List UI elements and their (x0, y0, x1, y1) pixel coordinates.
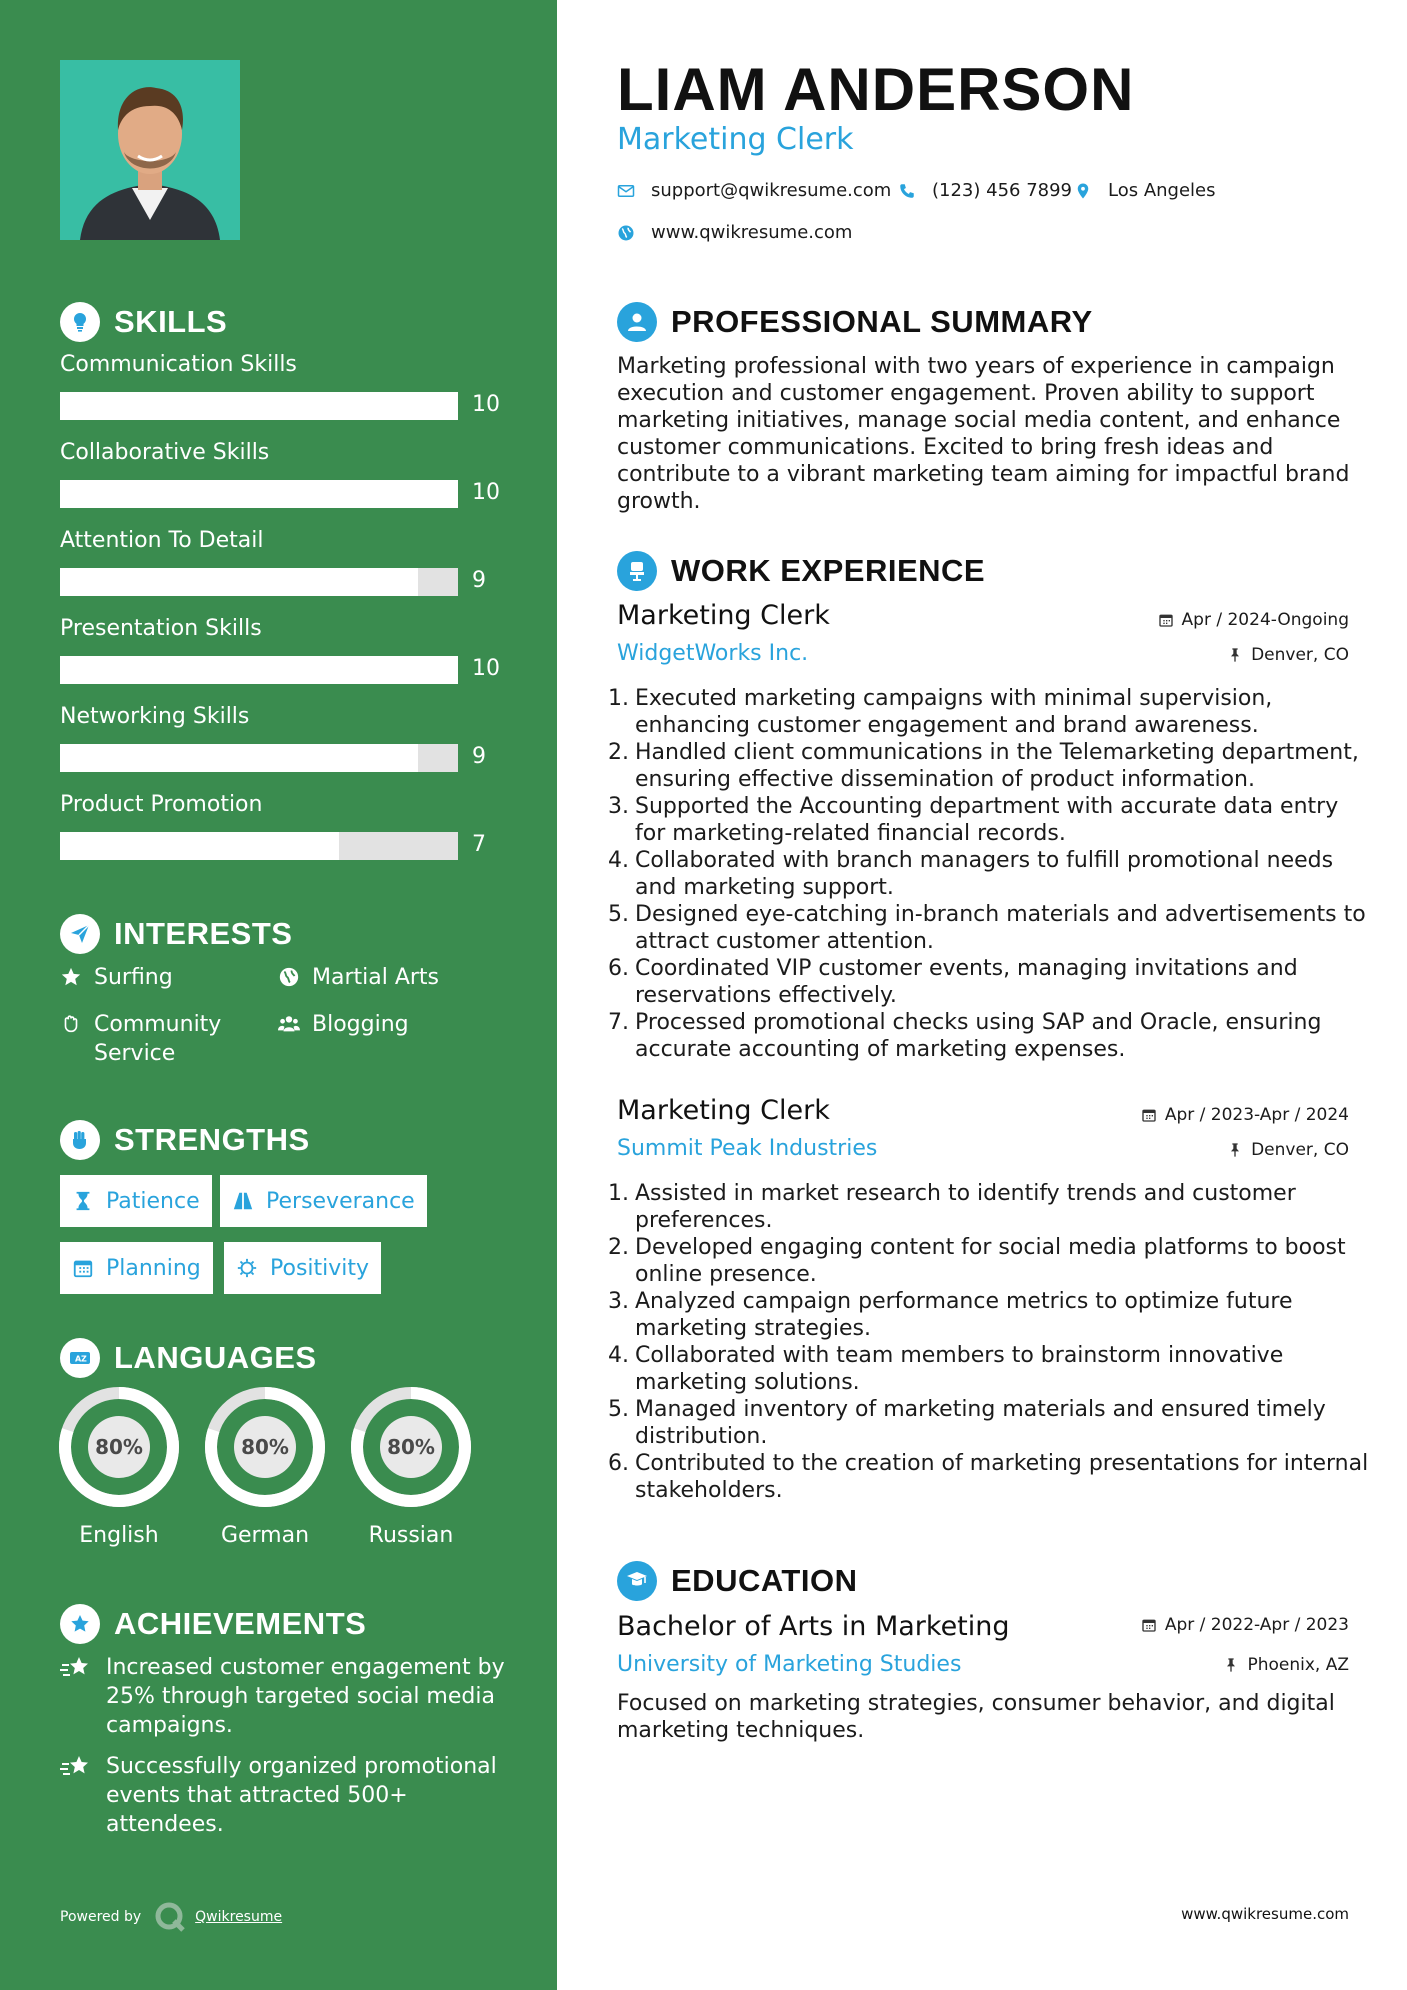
sun-icon (236, 1257, 258, 1279)
job-location (1227, 645, 1349, 665)
duty-item: 3. Analyzed campaign performance metrics to optimize future marketing strategies. (608, 1288, 1370, 1342)
skill-bar-fill (60, 392, 458, 420)
skill-bar-fill (60, 656, 458, 684)
language-item (57, 1385, 181, 1548)
phone-text: (123) 456 7899 (932, 180, 1073, 201)
briefcase-chair-icon (617, 551, 657, 591)
duty-text: Assisted in market research to identify trends and customer preferences. (635, 1181, 1296, 1233)
skill-bar (60, 744, 458, 772)
svg-text:Z: Z (81, 1354, 88, 1364)
duty-text: Handled client communications in the Telemarketing department, ensuring effective dissemination of product information. (635, 740, 1359, 792)
summary-heading-text: PROFESSIONAL SUMMARY (671, 304, 1093, 339)
duty-text: Managed inventory of marketing materials and ensured timely distribution. (635, 1397, 1326, 1449)
pushpin-icon (1227, 1142, 1243, 1158)
language-ring (349, 1385, 473, 1509)
duty-item: 1. Assisted in market research to identify trends and customer preferences. (608, 1180, 1370, 1234)
interest-label: Blogging (312, 1012, 409, 1037)
achievement-item (60, 1653, 510, 1740)
strength-label: Perseverance (266, 1188, 415, 1214)
calendar-icon (1141, 1107, 1157, 1123)
star-icon (60, 966, 82, 988)
job-company: Summit Peak Industries (617, 1136, 878, 1161)
lightbulb-icon (60, 302, 100, 342)
envelope-icon (617, 182, 635, 200)
summary-heading (617, 302, 1093, 342)
language-ring (57, 1385, 181, 1509)
contact-website[interactable] (617, 222, 852, 243)
education-heading (617, 1561, 857, 1601)
calendar-icon (72, 1257, 94, 1279)
skill-name: Collaborative Skills (60, 440, 270, 465)
achievements-heading (60, 1604, 366, 1644)
skill-bar (60, 480, 458, 508)
pushpin-icon (1227, 647, 1243, 663)
job-company: WidgetWorks Inc. (617, 641, 809, 666)
strength-badge (224, 1242, 381, 1294)
job-location-text: Denver, CO (1251, 645, 1349, 665)
strength-badge (60, 1242, 213, 1294)
interest-label: Surfing (94, 965, 173, 990)
duty-item: 5. Managed inventory of marketing materials and ensured timely distribution. (608, 1396, 1370, 1450)
skill-value: 7 (472, 832, 486, 857)
interest-item (60, 963, 173, 992)
strength-label: Planning (106, 1255, 201, 1281)
duty-item: 5. Designed eye-catching in-branch materials and advertisements to attract customer attention. (608, 901, 1370, 955)
skill-bar-fill (60, 832, 339, 860)
globe-icon (617, 224, 635, 242)
strength-label: Patience (106, 1188, 200, 1214)
duty-item: 4. Collaborated with team members to brainstorm innovative marketing solutions. (608, 1342, 1370, 1396)
language-item (203, 1385, 327, 1548)
experience-heading-text: WORK EXPERIENCE (671, 553, 986, 588)
job-dates (1158, 610, 1349, 630)
skill-bar (60, 656, 458, 684)
job-title: Marketing Clerk (617, 1095, 830, 1126)
duty-text: Processed promotional checks using SAP and Oracle, ensuring accurate accounting of marketing expenses. (635, 1010, 1322, 1062)
language-percent: 80% (241, 1435, 289, 1459)
interest-label: Community Service (94, 1012, 222, 1066)
duty-text: Collaborated with team members to brainstorm innovative marketing solutions. (635, 1343, 1284, 1395)
job-location-text: Denver, CO (1251, 1140, 1349, 1160)
job-duties (608, 1180, 1370, 1504)
fist-icon (60, 1120, 100, 1160)
pushpin-icon (1223, 1657, 1239, 1673)
languages-heading-text: LANGUAGES (114, 1340, 317, 1375)
duty-text: Supported the Accounting department with accurate data entry for marketing-related financial records. (635, 794, 1339, 846)
duty-text: Contributed to the creation of marketing presentations for internal stakeholders. (635, 1451, 1369, 1503)
skill-value: 10 (472, 480, 500, 505)
skill-bar (60, 832, 458, 860)
achievements-heading-text: ACHIEVEMENTS (114, 1606, 367, 1641)
skill-value: 10 (472, 656, 500, 681)
skill-bar-fill (60, 744, 418, 772)
education-location (1223, 1655, 1349, 1675)
job-dates-text: Apr / 2024-Ongoing (1181, 610, 1349, 630)
skill-value: 9 (472, 744, 486, 769)
education-dates-text: Apr / 2022-Apr / 2023 (1164, 1615, 1349, 1635)
user-icon (617, 302, 657, 342)
contact-email[interactable] (617, 180, 891, 201)
calendar-icon (1141, 1617, 1157, 1633)
languages-heading (60, 1338, 317, 1378)
duty-text: Analyzed campaign performance metrics to optimize future marketing strategies. (635, 1289, 1293, 1341)
hand-icon (60, 1013, 82, 1035)
interest-label: Martial Arts (312, 965, 440, 990)
job-dates-text: Apr / 2023-Apr / 2024 (1164, 1105, 1349, 1125)
summary-text: Marketing professional with two years of experience in campaign execution and customer engagement. Proven ability to support marketing initiatives, manage social media content, and enhance customer communications. Excited to bring fresh ideas and contribute to a vibrant marketing team aiming for impactful brand growth. (617, 354, 1350, 514)
svg-text:A: A (75, 1354, 82, 1364)
skill-name: Networking Skills (60, 704, 250, 729)
interests-heading-text: INTERESTS (114, 916, 293, 951)
email-text: support@qwikresume.com (651, 180, 892, 201)
skill-bar (60, 568, 458, 596)
profile-photo (60, 60, 240, 240)
achievement-text: Increased customer engagement by 25% through targeted social media campaigns. (106, 1655, 505, 1738)
road-icon (232, 1190, 254, 1212)
duty-text: Developed engaging content for social media platforms to boost online presence. (635, 1235, 1346, 1287)
education-location-text: Phoenix, AZ (1247, 1655, 1349, 1675)
globe-icon (278, 966, 300, 988)
skill-name: Attention To Detail (60, 528, 264, 553)
duty-item: 2. Developed engaging content for social media platforms to boost online presence. (608, 1234, 1370, 1288)
interest-item (60, 1010, 260, 1068)
language-item (349, 1385, 473, 1548)
graduate-icon (617, 1561, 657, 1601)
interest-item (278, 963, 439, 992)
duty-text: Designed eye-catching in-branch materials and advertisements to attract customer attention. (635, 902, 1366, 954)
language-name: German (220, 1523, 310, 1548)
contact-phone[interactable] (898, 180, 1072, 201)
website-text: www.qwikresume.com (651, 222, 853, 243)
job-duties (608, 685, 1370, 1063)
location-text: Los Angeles (1108, 180, 1216, 201)
skill-value: 10 (472, 392, 500, 417)
award-star-icon (60, 1604, 100, 1644)
language-percent: 80% (95, 1435, 143, 1459)
skill-value: 9 (472, 568, 486, 593)
degree-title: Bachelor of Arts in Marketing (617, 1611, 1010, 1642)
hourglass-icon (72, 1190, 94, 1212)
achievement-text: Successfully organized promotional events that attracted 500+ attendees. (106, 1754, 497, 1837)
skill-name: Product Promotion (60, 792, 263, 817)
language-percent: 80% (387, 1435, 435, 1459)
job-title: Marketing Clerk (617, 600, 830, 631)
duty-text: Collaborated with branch managers to fulfill promotional needs and marketing support. (635, 848, 1334, 900)
qwikresume-link[interactable]: Qwikresume (195, 1909, 283, 1925)
duty-item: 6. Coordinated VIP customer events, managing invitations and reservations effectively. (608, 955, 1370, 1009)
duty-item: 7. Processed promotional checks using SAP and Oracle, ensuring accurate accounting of marketing expenses. (608, 1009, 1370, 1063)
qwikresume-logo-icon (153, 1900, 187, 1934)
strengths-heading-text: STRENGTHS (114, 1122, 310, 1157)
translate-icon (60, 1338, 100, 1378)
experience-heading (617, 551, 985, 591)
calendar-icon (1158, 612, 1174, 628)
portrait-image (60, 60, 240, 240)
duty-text: Executed marketing campaigns with minimal supervision, enhancing customer engagement and brand awareness. (635, 686, 1273, 738)
job-location (1227, 1140, 1349, 1160)
map-pin-icon (1074, 182, 1092, 200)
paper-plane-icon (60, 914, 100, 954)
education-dates (1141, 1615, 1349, 1635)
users-icon (278, 1013, 300, 1035)
skill-name: Communication Skills (60, 352, 297, 377)
sidebar (0, 0, 557, 1990)
footer-website[interactable]: www.qwikresume.com (1181, 1905, 1349, 1923)
skill-bar-fill (60, 480, 458, 508)
strength-label: Positivity (270, 1255, 370, 1281)
shooting-star-icon (60, 1754, 92, 1780)
duty-item: 1. Executed marketing campaigns with minimal supervision, enhancing customer engagement and brand awareness. (608, 685, 1370, 739)
candidate-role: Marketing Clerk (617, 122, 854, 157)
school-name: University of Marketing Studies (617, 1652, 962, 1677)
duty-text: Coordinated VIP customer events, managing invitations and reservations effectively. (635, 956, 1298, 1008)
powered-by (60, 1900, 282, 1934)
skill-bar (60, 392, 458, 420)
skills-heading-text: SKILLS (114, 304, 228, 339)
education-description: Focused on marketing strategies, consumer behavior, and digital marketing techniques. (617, 1691, 1335, 1743)
language-ring (203, 1385, 327, 1509)
contact-location (1074, 180, 1216, 201)
language-name: Russian (368, 1523, 454, 1548)
duty-item: 2. Handled client communications in the Telemarketing department, ensuring effective dissemination of product information. (608, 739, 1370, 793)
candidate-name: LIAM ANDERSON (617, 56, 1135, 123)
interests-heading (60, 914, 292, 954)
skill-bar-fill (60, 568, 418, 596)
language-name: English (79, 1523, 159, 1548)
strength-badge (60, 1175, 212, 1227)
education-heading-text: EDUCATION (671, 1563, 858, 1598)
interest-item (278, 1010, 409, 1039)
achievement-item (60, 1752, 510, 1839)
duty-item: 6. Contributed to the creation of marketing presentations for internal stakeholders. (608, 1451, 1369, 1503)
duty-item: 3. Supported the Accounting department with accurate data entry for marketing-related financial records. (608, 793, 1370, 847)
strength-badge (220, 1175, 427, 1227)
powered-by-text: Powered by (60, 1909, 142, 1925)
skill-name: Presentation Skills (60, 616, 262, 641)
phone-icon (898, 182, 916, 200)
duty-item: 4. Collaborated with branch managers to fulfill promotional needs and marketing support. (608, 847, 1370, 901)
shooting-star-icon (60, 1655, 92, 1681)
skills-heading (60, 302, 227, 342)
job-dates (1141, 1105, 1349, 1125)
strengths-heading (60, 1120, 310, 1160)
